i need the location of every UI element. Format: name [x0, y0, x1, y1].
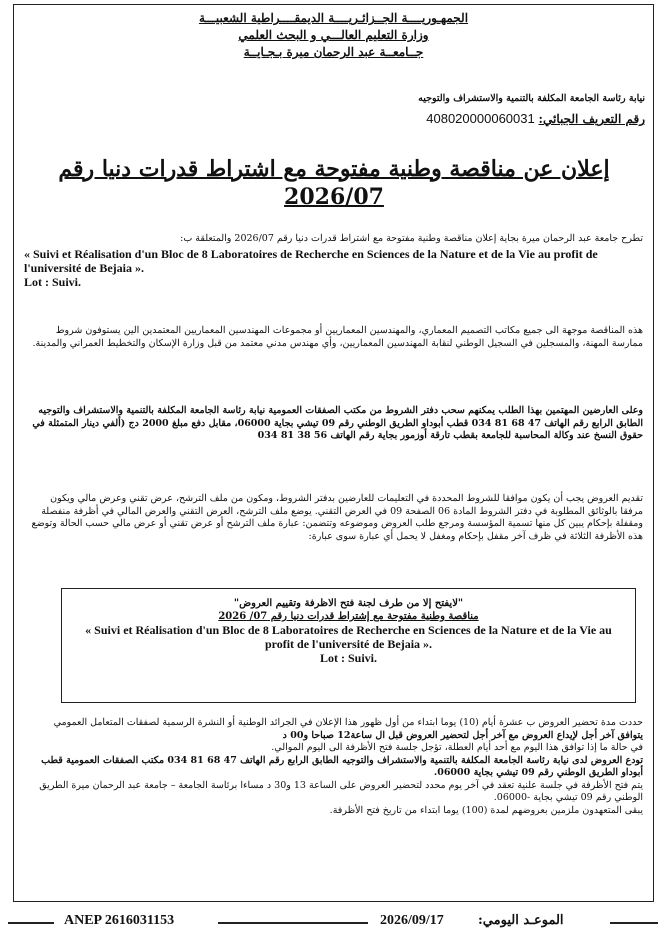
footer-rule-left: [8, 922, 54, 924]
announcement-title: إعلان عن مناقصة وطنية مفتوحة مع اشتراط قدرات دنيا رقم 2026/07: [58, 156, 610, 210]
box-line1: "لايفتح إلا من طرف لجنة فتح الاظرفة وتقييم العروض": [233, 598, 464, 609]
header-ministry: وزارة التعليم العالـــي و البحث العلمي: [238, 28, 429, 42]
footer-date: 2026/09/17: [380, 913, 444, 928]
header-republic: الجمهـوريــــة الجــزائـريــــة الديمقــــراطية الشعبيـــة: [198, 11, 469, 25]
envelope-label-box: [61, 588, 636, 703]
closing-opening: يتم فتح الأظرفة في جلسة علنية تعقد في آخر يوم محدد لتحضير العروض على الساعة 13 و30 د مساءا برئاسة الجامعة – جامعة عبد الرحمان ميرة الطريق الوطني رقم 09 تيشي بجاية -06000.: [39, 779, 643, 803]
para-withdraw: وعلى العارضين المهتمين بهذا الطلب يمكنهم سحب دفتر الشروط من مكتب الصفقات العمومية نيابة رئاسة الجامعة المكلفة بالتنمية والاستشراف والتوجيه الطابق الرابع رقم الهاتف 47 68 81 034 قطب أبوداو الطريق الوطني رقم 09 تيشي بجاية 06000، مقابل دفع مبلغ 2000 دج (ألفي دينار المتمثلة في حقوق النسخ عند وكالة المحاسبة للجامعة بقطب تارقة أوزمور بجاية رقم الهاتف 56 38 81 034: [32, 405, 643, 441]
closing-section: [28, 717, 643, 817]
box-lot: Lot : Suivi.: [319, 651, 377, 665]
intro-lot: Lot : Suivi.: [24, 275, 82, 289]
para-eligibility: هذه المناقصة موجهة الى جميع مكاتب التصميم المعماري، والمهندسين المعماريين أو مجموعات المهندسين المعماريين المعتمدين الين يستوفون شروط ممارسة المهنة، والمسجلين في السجيل الوطني لنقابة المهندسين المعماريين، وأي مهندس مدني معتمد من قبل وزارة الإسكان والتخطيط العمراني والمدينة.: [32, 325, 643, 349]
tax-id-row: [45, 111, 645, 126]
box-line2: مناقصة وطنية مفتوحة مع إشتراط قدرات دنيا رقم 07/ 2026: [218, 611, 479, 622]
footer-rule-right: [610, 922, 658, 924]
announcement-page: [13, 4, 654, 902]
closing-deposit: تودع العروض لدى نيابة رئاسة الجامعة المكلفة بالتنمية والاستشراف والتوجيه الطابق الرابع رقم الهاتف 47 68 81 034 مكتب الصفقات العمومية قطب أبوداو الطريق الوطني رقم 09 تيشي بجاية 06000.: [41, 754, 643, 778]
tax-id-value: 408020000060031: [426, 111, 535, 126]
tax-id-label: رقم التعريف الجبائي:: [538, 112, 645, 126]
para-submission: تقديم العروض يجب أن يكون موافقا للشروط المحددة في التعليمات للعارضين بدفتر الشروط، ومكون من ملف الترشح، عرض تقني وعرض مالي ويكون مرفقا بالوثائق المطلوبة في دفتر الشروط المادة 06 الصفحة 09 في العرض التقني. يوضع ملف الترشح، العرض التقني والعرض المالي في أظرفة منفصلة ومقفلة بإحكام يبين كل منها تسمية المؤسسة ومرجع طلب العروض وموضوعه وتتضمن: عبارة ملف الترشح أو عرض تقني أو عرض مالي حسب الحالة وتوضع هذه الأظرفة الثلاثة في ظرف آخر مقفل بإحكام ومغفل لا يحمل أي عبارة سوى عبارة:: [31, 493, 643, 542]
closing-validity: يبقى المتعهدون ملزمين بعروضهم لمدة (100) يوما ابتداء من تاريخ فتح الأظرفة.: [329, 804, 643, 816]
closing-deadline: يتوافق آخر أجل لإيداع العروض مع آخر أجل لتحضير العروض قبل ال ساعة12 صباحا و00 د: [282, 729, 643, 741]
closing-duration: حددت مدة تحضير العروض ب عشرة أيام (10) يوما ابتداء من أول ظهور هذا الإعلان في الجرائد الوطنية أو النشرة الرسمية لصفقات المتعامل العمومي: [53, 717, 643, 728]
header-university: جــامعــة عبد الرحمان ميرة بـجـايــة: [243, 45, 424, 59]
closing-holiday: في حالة ما إذا توافق هذا اليوم مع أحد أيام العطلة، تؤجل جلسة فتح الأظرفة الى اليوم الموالي.: [271, 742, 643, 753]
issuer-deputy: نيابة رئاسة الجامعة المكلفة بالتنمية والاستشراف والتوجيه: [418, 93, 645, 104]
footer-rule-mid: [218, 922, 368, 924]
footer-label: الموعـد اليومي:: [478, 913, 564, 928]
intro-french: « Suivi et Réalisation d'un Bloc de 8 Laboratoires de Recherche en Sciences de la Nature et de la Vie au profit de l'université de Bejaia ».: [24, 247, 598, 275]
footer-anep: ANEP 2616031153: [64, 913, 175, 928]
box-french: « Suivi et Réalisation d'un Bloc de 8 Laboratoires de Recherche en Sciences de la Nature et de la Vie au profit de l'université de Bejaia ».: [85, 623, 612, 651]
intro-arabic: تطرح جامعة عبد الرحمان ميرة بجاية إعلان مناقصة وطنية مفتوحة مع اشتراط قدرات دنيا رقم 2026/07 والمتعلقة ب:: [180, 233, 643, 244]
